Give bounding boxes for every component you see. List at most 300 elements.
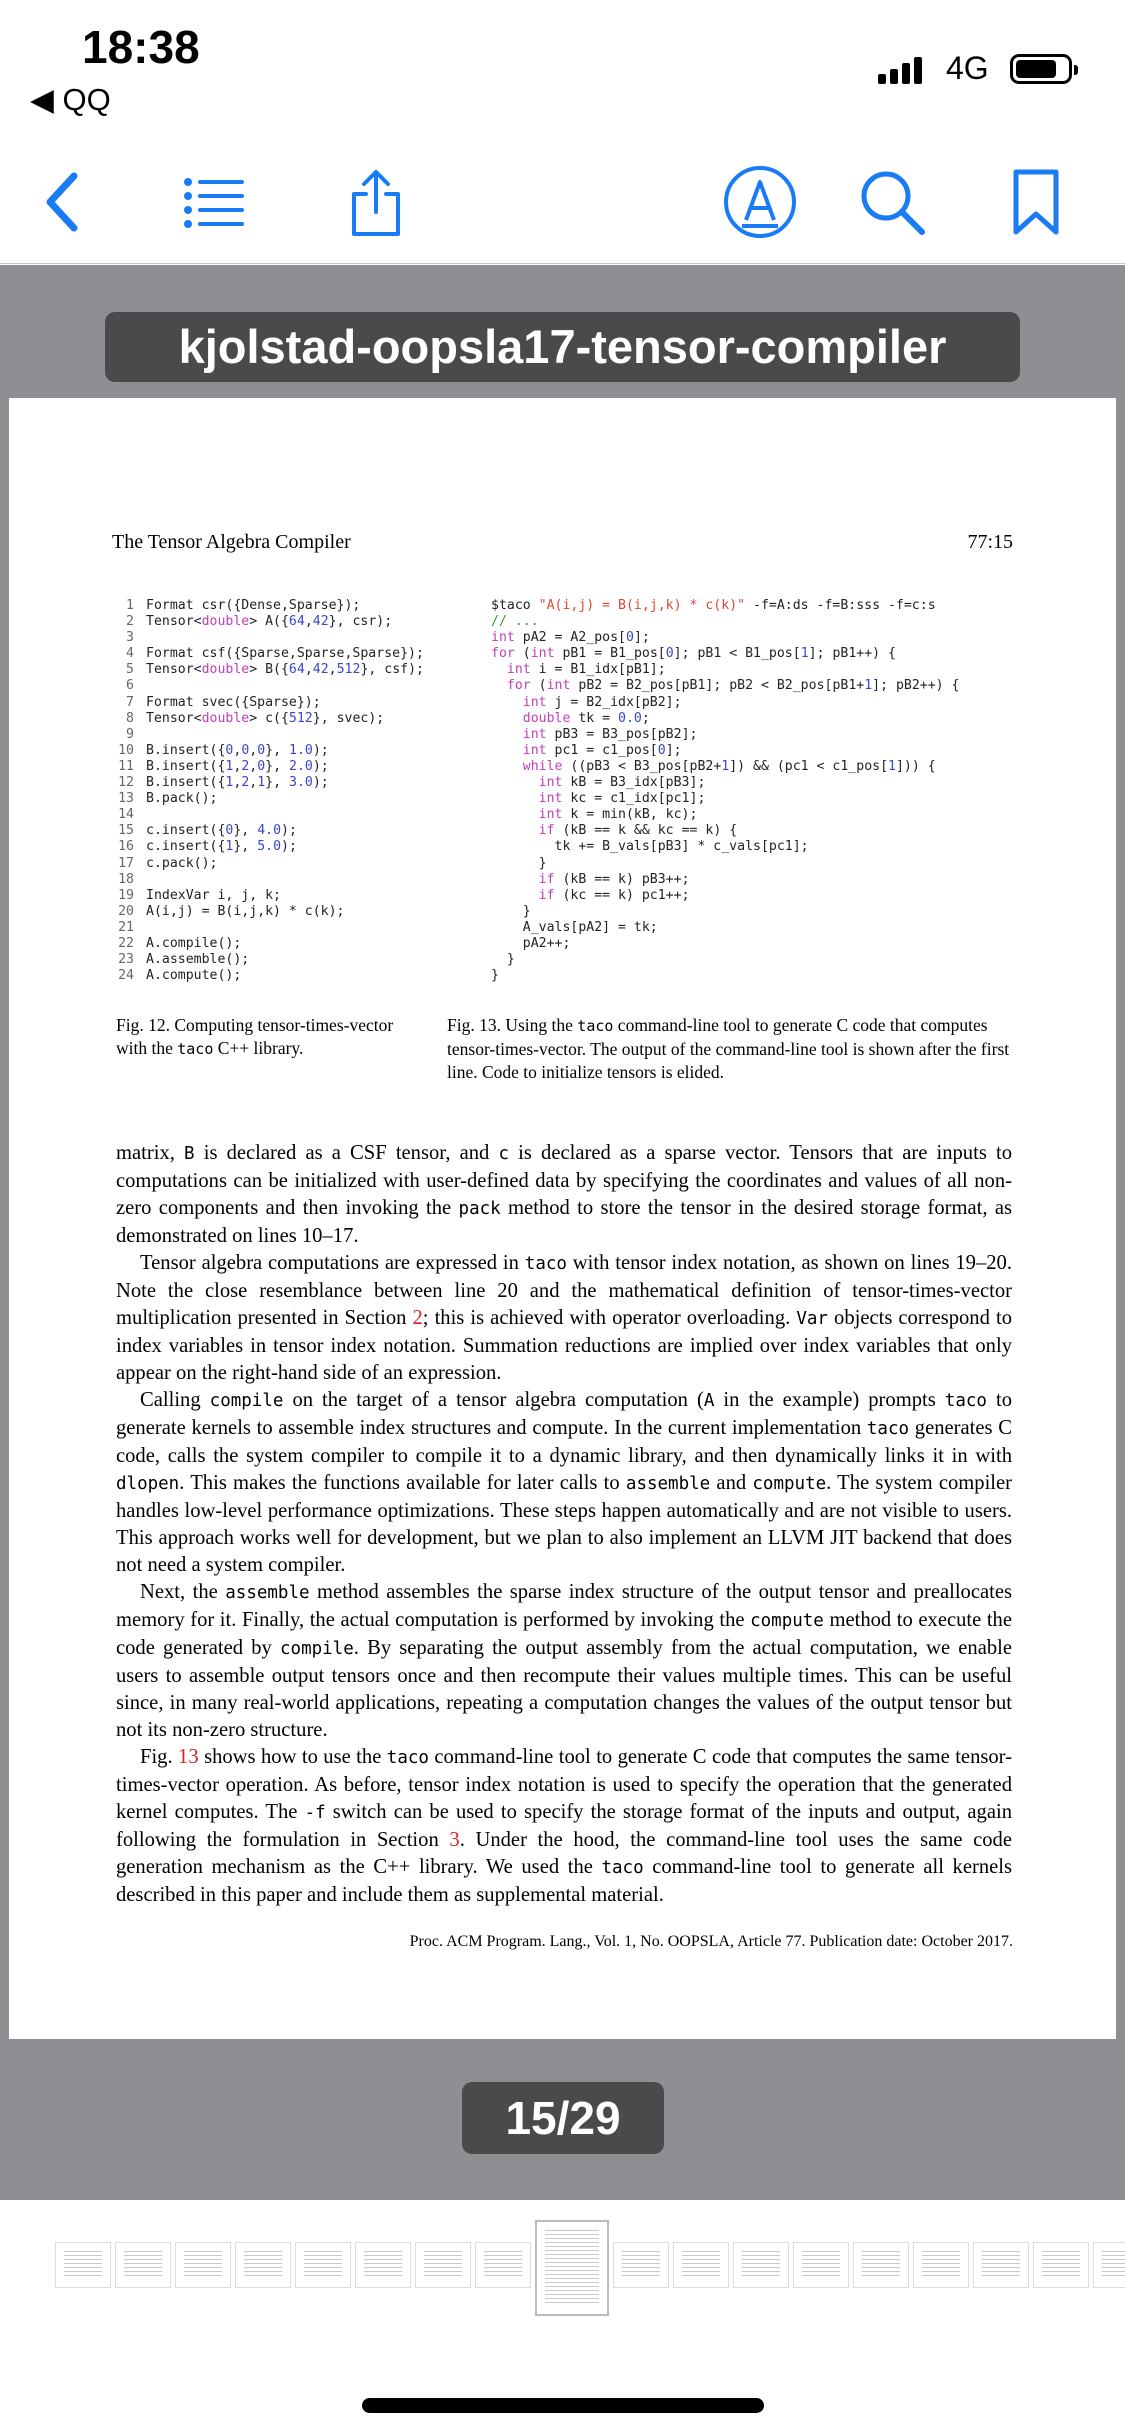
text-run: }, csr);: [328, 614, 393, 630]
code-line: [491, 759, 960, 775]
line-number: 3: [126, 630, 134, 646]
body-text: [116, 1140, 1012, 1909]
code-token: 512: [288, 710, 313, 726]
code-token: A: [703, 1391, 715, 1411]
status-bar: [0, 0, 1125, 130]
code-token: 64: [288, 614, 305, 630]
text-run: is declared as a CSF tensor, and: [194, 1142, 499, 1164]
page-thumbnail[interactable]: [475, 2242, 531, 2288]
line-number: 9: [126, 726, 134, 742]
line-number: 13: [118, 791, 134, 807]
page-thumbnail[interactable]: [295, 2242, 351, 2288]
code-token: -f: [304, 1803, 326, 1823]
code-line: [491, 920, 960, 936]
text-run: to generate kernels to assemble index structures and compute. In the current implementation: [116, 1389, 1012, 1439]
page-thumbnail[interactable]: [175, 2242, 231, 2288]
text-run: ,: [304, 614, 313, 630]
back-to-app-link[interactable]: ◀ QQ: [30, 82, 111, 117]
text-run: Next, the: [140, 1581, 226, 1603]
text-run: [491, 662, 507, 677]
battery-icon: [1010, 54, 1072, 84]
paragraph: [116, 1387, 1012, 1579]
code-token: if: [538, 871, 555, 887]
code-token: 2: [241, 775, 250, 791]
page-thumbnail[interactable]: [733, 2242, 789, 2288]
text-run: );: [312, 758, 329, 774]
page-thumbnail[interactable]: [55, 2242, 111, 2288]
page-thumbnail[interactable]: [1033, 2242, 1089, 2288]
text-run: (kB == k) pB3++;: [554, 871, 690, 887]
text-run: j = B2_idx[pB2];: [546, 694, 682, 710]
code-line: [112, 678, 424, 694]
code-token: taco: [601, 1858, 644, 1878]
text-run: (: [514, 646, 531, 662]
code-token: 0: [241, 742, 250, 758]
text-run: > B({: [249, 662, 289, 678]
code-token: dlopen: [116, 1474, 180, 1494]
code-token: assemble: [625, 1474, 711, 1494]
code-line: [491, 711, 960, 727]
text-run: },: [233, 823, 258, 839]
code-token: int: [546, 678, 571, 694]
line-number: 6: [126, 678, 134, 694]
line-number: 24: [118, 968, 134, 984]
page-thumbnail[interactable]: [673, 2242, 729, 2288]
code-line: [112, 662, 424, 678]
text-run: [491, 695, 523, 710]
text-run: i = B1_idx[pB1];: [530, 662, 666, 678]
figure-13-caption: [447, 1014, 1017, 1084]
page-thumbnail[interactable]: [535, 2220, 609, 2316]
code-line: [491, 743, 960, 759]
page-footer: Proc. ACM Program. Lang., Vol. 1, No. OOPSLA, Article 77. Publication date: October 2017.: [409, 1933, 1013, 1950]
cross-reference-link[interactable]: 13: [178, 1746, 199, 1768]
page-counter: 15/29: [462, 2082, 664, 2154]
text-run: A.compute();: [146, 968, 242, 984]
text-run: method assembles the sparse index structure of the output tensor and preallocates memory for it. Finally, the actual computation is performed by invoking the: [116, 1581, 1012, 1631]
code-line: [491, 614, 960, 630]
text-run: B.insert({: [146, 758, 226, 774]
running-head: The Tensor Algebra Compiler: [112, 531, 351, 553]
page-thumbnail[interactable]: [853, 2242, 909, 2288]
code-token: int: [522, 694, 547, 710]
text-run: B.insert({: [146, 742, 226, 758]
code-token: 0: [657, 742, 666, 758]
document-title: kjolstad-oopsla17-tensor-compiler: [105, 312, 1020, 382]
taco-code-listing: [491, 598, 960, 984]
code-token: taco: [524, 1254, 567, 1274]
paragraph: [116, 1579, 1012, 1744]
code-line: [491, 823, 960, 839]
line-number: 16: [118, 839, 134, 855]
text-run: );: [312, 775, 329, 791]
text-run: }, svec);: [312, 710, 385, 726]
code-token: 512: [336, 662, 361, 678]
code-token: 0: [257, 742, 266, 758]
text-run: [491, 775, 539, 790]
line-number: 15: [118, 823, 134, 839]
text-run: [491, 823, 539, 838]
text-run: with tensor index notation, as shown on lines 19–20. Note the close resemblance between line 20 and the mathematical definition of tensor-times-vector multiplication presented in Section: [116, 1252, 1012, 1329]
text-run: and: [710, 1472, 753, 1494]
text-run: },: [265, 758, 289, 774]
text-run: method to execute the code generated by: [116, 1609, 1012, 1659]
code-line: [112, 968, 424, 984]
text-run: ,: [249, 775, 258, 791]
code-token: compute: [750, 1611, 824, 1631]
code-token: double: [201, 614, 250, 630]
text-run: ,: [233, 775, 242, 791]
text-run: [491, 807, 539, 822]
code-token: for: [491, 646, 515, 662]
code-line: [112, 936, 424, 952]
text-run: Tensor<: [146, 710, 202, 726]
line-number: 17: [118, 855, 134, 871]
code-token: 1.0: [289, 742, 313, 758]
code-line: [491, 888, 960, 904]
page-thumbnail[interactable]: [613, 2242, 669, 2288]
page-thumbnail[interactable]: [355, 2242, 411, 2288]
code-token: 1: [225, 775, 234, 791]
code-token: "A(i,j) = B(i,j,k) * c(k)": [538, 598, 746, 613]
text-run: command-line tool to generate C code that computes the same tensor-times-vector operation. As before, tensor index notation is used to specify the operation that the generated kernel computes. The: [116, 1746, 1012, 1823]
line-number: 11: [118, 758, 134, 774]
cross-reference-link[interactable]: 2: [412, 1307, 423, 1329]
toolbar: [0, 130, 1125, 264]
text-run: Fig.: [140, 1746, 179, 1768]
text-run: );: [281, 823, 297, 839]
code-line: [112, 920, 424, 936]
paragraph: [116, 1140, 1012, 1250]
code-token: if: [538, 823, 555, 839]
line-number: 7: [126, 694, 134, 710]
text-run: Tensor algebra computations are expressed in: [140, 1252, 525, 1274]
text-run: [491, 888, 539, 903]
signal-icon: [878, 54, 922, 84]
code-line: [112, 807, 424, 823]
cpp-code-listing: [112, 598, 424, 984]
text-run: }, csf);: [360, 662, 424, 678]
code-line: [491, 856, 960, 872]
paragraph: [116, 1744, 1012, 1909]
back-chevron-icon[interactable]: [30, 166, 102, 238]
text-run: shows how to use the: [198, 1746, 387, 1768]
code-token: 0: [625, 630, 634, 646]
search-icon[interactable]: [856, 166, 928, 238]
code-token: 3.0: [289, 775, 313, 791]
text-run: },: [265, 775, 289, 791]
text-run: [491, 791, 539, 806]
code-token: assemble: [225, 1583, 310, 1603]
page-number-label: 77:15: [967, 531, 1013, 553]
code-token: 0: [257, 758, 266, 774]
text-run: generates C code, calls the system compiler to compile it to a dynamic library, and then dynamically links it in with: [116, 1417, 1012, 1467]
page-thumbnail[interactable]: [115, 2242, 171, 2288]
line-number: 5: [126, 662, 134, 678]
code-line: [112, 759, 424, 775]
text-run: command-line tool to generate all kernels described in this paper and include them as supplemental material.: [116, 1856, 1012, 1906]
line-number: 14: [118, 807, 134, 823]
text-run: (kB == k && kc == k) {: [554, 823, 738, 839]
text-run: (: [530, 678, 547, 694]
code-line: [112, 839, 424, 855]
code-token: compile: [280, 1639, 354, 1659]
text-run: ,: [233, 742, 242, 758]
code-token: int: [538, 791, 563, 807]
text-run: command-line tool to generate C code that computes tensor-times-vector. The output of the command-line tool is shown after the first line. Code to initialize tensors is elided.: [447, 1015, 1010, 1082]
code-token: compute: [752, 1474, 827, 1494]
text-run: }: [491, 968, 499, 984]
text-run: ]; pB1++) {: [808, 646, 896, 662]
code-token: 5.0: [257, 839, 282, 855]
text-run: ]; pB2++) {: [872, 678, 960, 694]
code-token: c: [498, 1144, 510, 1164]
code-token: double: [201, 662, 250, 678]
page-thumbnail[interactable]: [913, 2242, 969, 2288]
page-thumbnail[interactable]: [235, 2242, 291, 2288]
text-run: ,: [304, 662, 313, 678]
text-run: method to store the tensor in the desired storage format, as demonstrated on lines 10–17.: [116, 1197, 1012, 1247]
text-run: A.compile();: [146, 935, 242, 951]
text-run: ]; pB1 < B1_pos[: [673, 646, 801, 662]
code-line: [112, 775, 424, 791]
code-token: 2: [241, 758, 250, 774]
code-line: [112, 791, 424, 807]
code-token: 42: [312, 614, 329, 630]
code-line: [491, 807, 960, 823]
code-token: taco: [386, 1748, 429, 1768]
code-line: [491, 678, 960, 694]
text-run: > c({: [249, 710, 289, 726]
code-line: [112, 856, 424, 872]
text-run: Tensor<: [146, 614, 202, 630]
text-run: [491, 711, 523, 726]
text-run: ,: [233, 758, 242, 774]
code-token: pack: [458, 1199, 501, 1219]
code-token: 0: [225, 742, 234, 758]
text-run: },: [265, 742, 289, 758]
text-run: pB2 = B2_pos[pB1]; pB2 < B2_pos[pB1+: [570, 678, 865, 694]
text-run: > A({: [249, 614, 289, 630]
code-token: double: [201, 710, 250, 726]
text-run: }: [491, 855, 547, 871]
line-number: 22: [118, 935, 134, 951]
code-token: taco: [866, 1419, 910, 1439]
code-token: Var: [796, 1309, 828, 1329]
figure-12-caption: [116, 1014, 416, 1061]
code-line: [491, 727, 960, 743]
text-run: pc1 = c1_pos[: [546, 742, 658, 758]
line-number: 18: [118, 871, 134, 887]
code-line: [491, 872, 960, 888]
text-run: Fig. 12. Computing tensor-times-vector with the: [116, 1015, 394, 1058]
text-run: ]) && (pc1 < c1_pos[: [729, 758, 889, 774]
page-thumbnail[interactable]: [973, 2242, 1029, 2288]
code-line: [112, 630, 424, 646]
code-token: taco: [944, 1391, 987, 1411]
list-icon[interactable]: [180, 166, 252, 238]
code-line: [491, 646, 960, 662]
code-token: 1: [257, 775, 266, 791]
text-run: . Under the hood, the command-line tool uses the same code generation mechanism as the C++ library. We used the: [116, 1829, 1012, 1878]
text-run: k = min(kB, kc);: [562, 807, 698, 823]
markup-icon[interactable]: [722, 164, 798, 240]
text-run: c.insert({: [146, 823, 226, 839]
text-run: C++ library.: [213, 1038, 304, 1058]
text-run: pB1 = B1_pos[: [554, 646, 666, 662]
text-run: Calling: [140, 1389, 210, 1411]
text-run: ,: [249, 758, 258, 774]
text-run: [491, 743, 523, 758]
text-run: ];: [633, 630, 650, 646]
code-token: int: [506, 662, 531, 678]
code-token: 1: [800, 646, 809, 662]
code-token: int: [522, 742, 547, 758]
text-run: kB = B3_idx[pB3];: [562, 775, 706, 791]
code-token: taco: [577, 1017, 614, 1035]
text-run: is declared as a sparse vector. Tensors that are inputs to computations can be initialized with user-defined data by specifying the coordinates and values of all non-zero components and then invoking the: [116, 1142, 1012, 1219]
text-run: pA2++;: [491, 935, 571, 951]
code-line: [491, 904, 960, 920]
code-token: 1: [225, 839, 234, 855]
text-run: . The system compiler handles low-level performance optimizations. These steps happen automatically and are not visible to users. This approach works well for development, but we plan to also implement an LLVM JIT backend that does not need a system compiler.: [116, 1472, 1013, 1576]
code-token: int: [538, 775, 563, 791]
text-run: in the example) prompts: [714, 1389, 945, 1411]
code-token: double: [522, 710, 571, 726]
code-token: 4.0: [257, 823, 282, 839]
code-token: 2.0: [289, 758, 313, 774]
text-run: -f=A:ds -f=B:sss -f=c:s: [745, 598, 936, 613]
code-line: [491, 695, 960, 711]
code-line: [112, 711, 424, 727]
text-run: B.insert({: [146, 775, 226, 791]
text-run: B.pack();: [146, 791, 218, 807]
code-token: int: [522, 726, 547, 742]
text-run: c.insert({: [146, 839, 226, 855]
code-token: compile: [209, 1391, 284, 1411]
text-run: pA2 = A2_pos[: [514, 630, 626, 646]
text-run: tk += B_vals[pB3] * c_vals[pc1];: [491, 839, 809, 855]
code-line: [491, 952, 960, 968]
code-token: // ...: [491, 614, 539, 630]
text-run: (kc == k) pc1++;: [554, 887, 690, 903]
code-token: int: [530, 646, 555, 662]
line-number: 4: [126, 646, 134, 662]
text-run: A.assemble();: [146, 952, 250, 968]
text-run: ,: [249, 742, 258, 758]
cross-reference-link[interactable]: 3: [449, 1829, 460, 1851]
line-number: 21: [118, 919, 134, 935]
bookmark-icon[interactable]: [1000, 166, 1072, 238]
text-run: switch can be used to specify the storage format of the inputs and output, again following the formulation in Section: [116, 1801, 1012, 1851]
text-run: matrix,: [116, 1142, 185, 1164]
code-token: 1: [721, 758, 730, 774]
code-line: [491, 839, 960, 855]
code-line: [112, 823, 424, 839]
code-line: [491, 662, 960, 678]
text-run: objects correspond to index variables in tensor index notation. Summation reductions are implied over index variables that only appear on the right-hand side of an expression.: [116, 1307, 1012, 1384]
text-run: Tensor<: [146, 662, 202, 678]
code-token: 0: [225, 823, 234, 839]
text-run: }: [491, 952, 515, 968]
code-token: 1: [225, 758, 234, 774]
paragraph: [116, 1250, 1012, 1387]
code-token: 42: [312, 662, 329, 678]
code-line: [112, 598, 424, 614]
code-line: [112, 695, 424, 711]
code-token: while: [522, 758, 563, 774]
text-run: ; this is achieved with operator overloading.: [422, 1307, 797, 1329]
text-run: A(i,j) = B(i,j,k) * c(k);: [146, 903, 345, 919]
text-run: [491, 727, 523, 742]
code-line: [112, 614, 424, 630]
text-run: $taco: [491, 598, 539, 613]
text-run: Format csr({Dense,Sparse});: [146, 598, 361, 613]
line-number: 10: [118, 742, 134, 758]
code-line: [112, 888, 424, 904]
line-number: 23: [118, 952, 134, 968]
text-run: [491, 678, 507, 693]
thumbnail-strip[interactable]: [55, 2242, 1125, 2316]
text-run: . By separating the output assembly from the actual computation, we enable users to assemble output tensors once and then recompute their values multiple times. This can be useful since, in many real-world applications, repeating a computation changes the values of the output tensor but not its non-zero structure.: [116, 1637, 1012, 1741]
text-run: },: [233, 839, 258, 855]
code-token: 64: [288, 662, 305, 678]
code-token: 1: [888, 758, 896, 774]
text-run: Fig. 13. Using the: [447, 1015, 578, 1035]
text-run: ,: [328, 662, 337, 678]
page-thumbnail[interactable]: [1093, 2242, 1125, 2288]
text-run: Format csf({Sparse,Sparse,Sparse});: [146, 646, 424, 662]
code-line: [112, 727, 424, 743]
text-run: ((pB3 < B3_pos[pB2+: [562, 758, 722, 774]
code-line: [112, 904, 424, 920]
code-line: [112, 872, 424, 888]
line-number: 19: [118, 887, 134, 903]
code-line: [491, 968, 960, 984]
text-run: A_vals[pA2] = tk;: [491, 919, 658, 935]
code-line: [491, 936, 960, 952]
page-thumbnail[interactable]: [793, 2242, 849, 2288]
text-run: [491, 872, 539, 887]
text-run: Format svec({Sparse});: [146, 694, 321, 710]
code-token: B: [184, 1144, 195, 1164]
code-line: [491, 791, 960, 807]
code-line: [112, 743, 424, 759]
line-number: 12: [118, 775, 134, 791]
text-run: on the target of a tensor algebra computation (: [283, 1389, 704, 1411]
code-token: for: [506, 678, 531, 694]
text-run: ;: [641, 710, 650, 726]
text-run: );: [281, 839, 297, 855]
text-run: IndexVar i, j, k;: [146, 887, 281, 903]
pdf-page[interactable]: [9, 398, 1116, 2039]
home-indicator[interactable]: [362, 2398, 764, 2413]
line-number: 2: [126, 614, 134, 630]
code-line: [491, 630, 960, 646]
code-line: [491, 598, 960, 614]
text-run: ];: [665, 742, 682, 758]
clock: 18:38: [82, 21, 200, 73]
code-token: if: [538, 887, 555, 903]
share-icon[interactable]: [340, 166, 412, 238]
page-thumbnail[interactable]: [415, 2242, 471, 2288]
text-run: [491, 759, 523, 774]
code-line: [112, 952, 424, 968]
code-token: 0: [665, 646, 674, 662]
text-run: . This makes the functions available for later calls to: [179, 1472, 626, 1494]
code-token: taco: [177, 1040, 214, 1058]
text-run: pB3 = B3_pos[pB2];: [546, 726, 698, 742]
